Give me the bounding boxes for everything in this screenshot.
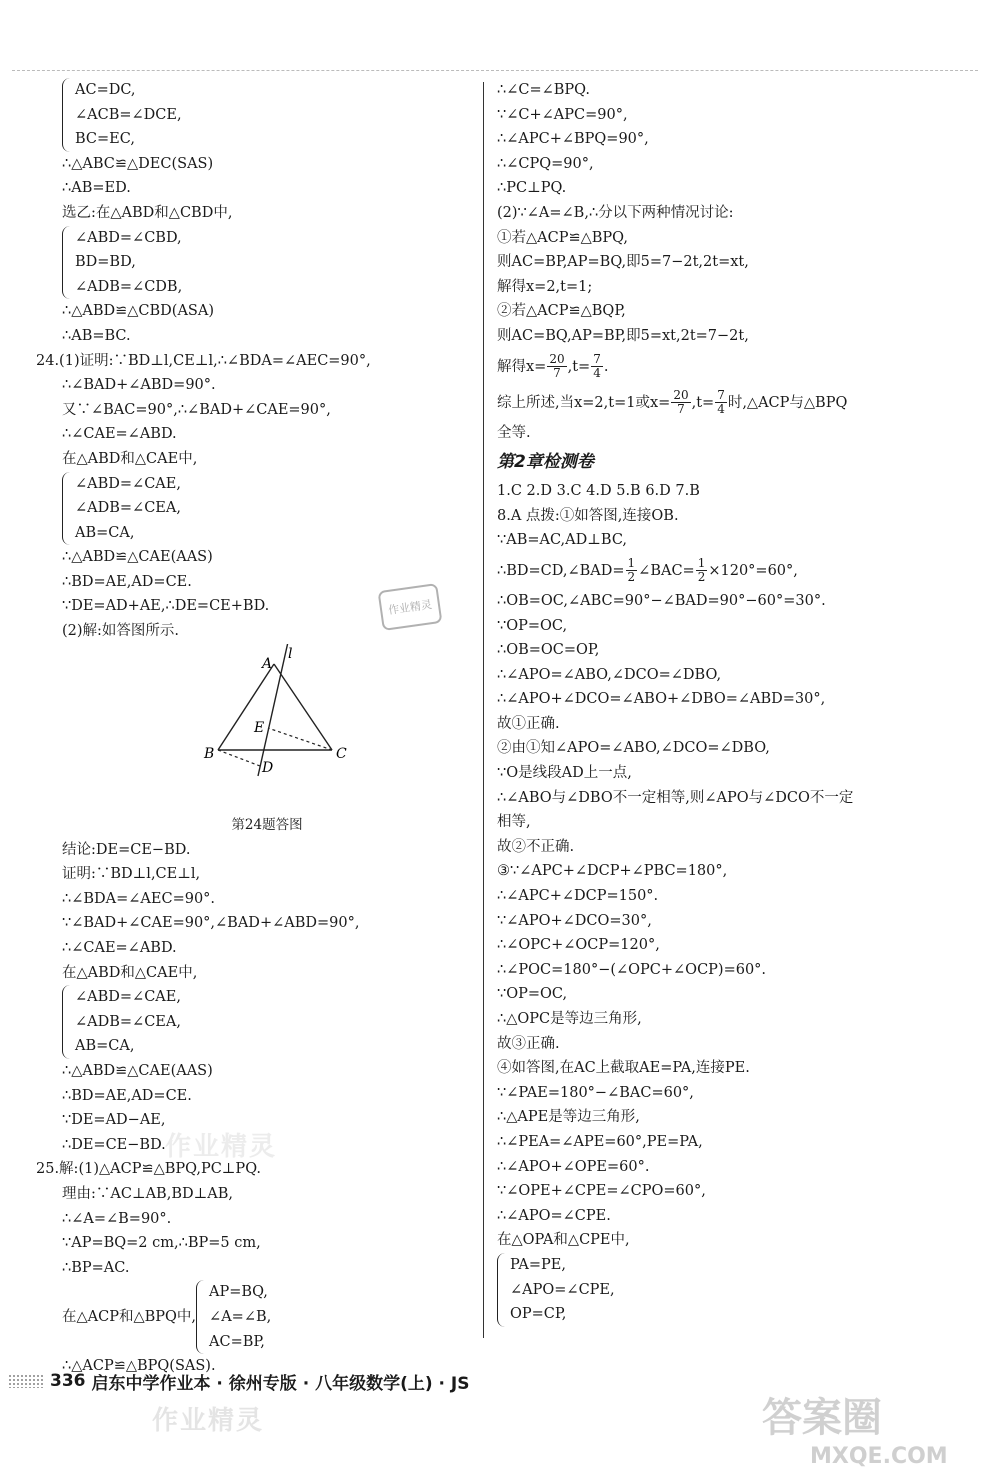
text-line: 解得x=2,t=1; bbox=[497, 278, 593, 295]
eq-line: ∠ACB=∠DCE, bbox=[75, 106, 182, 123]
text-line: ∴∠BAD+∠ABD=90°. bbox=[62, 377, 216, 394]
eq-line: ∠ADB=∠CEA, bbox=[75, 500, 181, 517]
column-divider bbox=[483, 82, 484, 1338]
text-line: (2)解:如答图所示. bbox=[62, 623, 180, 640]
text-line: ①若△ACP≌△BPQ, bbox=[497, 229, 628, 246]
text-span: ×120°=60°, bbox=[708, 562, 798, 579]
text-line: ∴∠APO=∠CPE. bbox=[497, 1207, 611, 1224]
text-line: ∴PC⊥PQ. bbox=[497, 180, 567, 197]
text-line: ∴∠CPQ=90°, bbox=[497, 155, 594, 172]
text-line: 故②不正确. bbox=[497, 838, 575, 855]
brace-system-3 bbox=[62, 472, 472, 546]
text-line: 证明:∵BD⊥l,CE⊥l, bbox=[62, 866, 201, 883]
logo-url: MXQE.COM bbox=[810, 1444, 948, 1469]
text-span: 综上所述,当x=2,t=1或x= bbox=[497, 394, 671, 411]
text-span: ,t= bbox=[567, 358, 591, 375]
text-line: ∴AB=BC. bbox=[62, 327, 131, 344]
answers-line: 1.C 2.D 3.C 4.D 5.B 6.D 7.B bbox=[497, 483, 700, 500]
question-25-line: 25.解:(1)△ACP≌△BPQ,PC⊥PQ. bbox=[36, 1161, 261, 1178]
watermark-text: 作业精灵 bbox=[152, 1406, 265, 1436]
text-line: ∴∠APC+∠BPQ=90°, bbox=[497, 131, 649, 148]
text-line: ∴△APE是等边三角形, bbox=[497, 1109, 640, 1126]
text-line: 在△ACP和△BPQ中, bbox=[62, 1308, 197, 1325]
numerator: 7 bbox=[593, 352, 601, 367]
fraction bbox=[696, 557, 708, 584]
text-line: 相等, bbox=[497, 814, 531, 831]
text-line: ∴∠BDA=∠AEC=90°. bbox=[62, 890, 216, 907]
eq-line: ∠ADB=∠CEA, bbox=[75, 1013, 181, 1030]
text-line: ∴∠OPC+∠OCP=120°, bbox=[497, 937, 660, 954]
text-line: ∴∠POC=180°−(∠OPC+∠OCP)=60°. bbox=[497, 961, 767, 978]
eq-line: BC=EC, bbox=[75, 131, 135, 148]
eq-line: PA=PE, bbox=[510, 1256, 566, 1273]
summary-line bbox=[497, 385, 967, 421]
eq-line: ∠ABD=∠CAE, bbox=[75, 989, 181, 1006]
text-line: ∴△ACP≌△BPQ(SAS). bbox=[62, 1358, 216, 1375]
text-span: 解得x= bbox=[497, 358, 547, 375]
text-line: ∴∠ABO与∠DBO不一定相等,则∠APO与∠DCO不一定 bbox=[497, 789, 854, 806]
text-span: 时,△ACP与△BPQ bbox=[727, 394, 848, 411]
text-line: ∴∠APO+∠DCO=∠ABO+∠DBO=∠ABD=30°, bbox=[497, 691, 826, 708]
text-line: (2)∵∠A=∠B,∴分以下两种情况讨论: bbox=[497, 204, 734, 221]
denominator: 7 bbox=[553, 366, 561, 381]
label-C: C bbox=[336, 745, 347, 762]
stamp-icon bbox=[375, 581, 445, 633]
text-line: ∴OB=OC=OP, bbox=[497, 642, 600, 659]
denominator: 4 bbox=[593, 366, 601, 381]
site-logo-icon bbox=[752, 1385, 992, 1469]
stamp-text: 作业精灵 bbox=[387, 597, 433, 617]
brace-system-6 bbox=[497, 1253, 967, 1327]
brace-system-4 bbox=[62, 985, 472, 1059]
fraction bbox=[591, 353, 603, 380]
solution-line bbox=[497, 349, 967, 385]
text-line: 结论:DE=CE−BD. bbox=[62, 841, 191, 858]
text-line: ∵∠PAE=180°−∠BAC=60°, bbox=[497, 1084, 694, 1101]
right-column bbox=[497, 78, 967, 1327]
brace-system-1 bbox=[62, 78, 472, 152]
text-line: ∴△OPC是等边三角形, bbox=[497, 1011, 642, 1027]
denominator: 4 bbox=[717, 402, 725, 417]
text-line: 在△ABD和△CAE中, bbox=[62, 450, 198, 467]
text-line: 理由:∵AC⊥AB,BD⊥AB, bbox=[62, 1185, 233, 1202]
chapter-heading: 第2章检测卷 bbox=[497, 452, 594, 473]
eq-line: OP=CP, bbox=[510, 1306, 567, 1323]
top-rule bbox=[12, 70, 978, 71]
text-line: ∴△ABD≌△CAE(AAS) bbox=[62, 1063, 213, 1079]
text-line: ∴∠APO+∠OPE=60°. bbox=[497, 1158, 650, 1175]
text-span: . bbox=[603, 358, 609, 375]
watermark-text: 作业精灵 bbox=[165, 1132, 278, 1162]
denominator: 7 bbox=[677, 402, 685, 417]
text-line: ④如答图,在AC上截取AE=PA,连接PE. bbox=[497, 1060, 750, 1077]
denominator: 2 bbox=[627, 570, 636, 585]
text-line: ∵DE=AD−AE, bbox=[62, 1112, 166, 1129]
label-B: B bbox=[204, 745, 215, 762]
text-line: ∵DE=AD+AE,∴DE=CE+BD. bbox=[62, 598, 270, 615]
congruence-block bbox=[62, 1280, 472, 1354]
text-line: ∴OB=OC,∠ABC=90°−∠BAD=90°−60°=30°. bbox=[497, 592, 826, 609]
text-line: ∵O是线段AD上一点, bbox=[497, 765, 632, 782]
text-line: ∴BP=AC. bbox=[62, 1259, 130, 1276]
numerator: 1 bbox=[697, 556, 706, 571]
text-line: ∴∠CAE=∠ABD. bbox=[62, 940, 177, 957]
eq-line: AC=BP, bbox=[209, 1333, 265, 1350]
text-line: ∴BD=AE,AD=CE. bbox=[62, 1087, 192, 1104]
fraction bbox=[671, 389, 690, 416]
text-line: ∵AP=BQ=2 cm,∴BP=5 cm, bbox=[62, 1235, 261, 1252]
text-line: ∴AB=ED. bbox=[62, 180, 131, 197]
question-24-line: 24.(1)证明:∵BD⊥l,CE⊥l,∴∠BDA=∠AEC=90°, bbox=[36, 352, 371, 369]
text-line: 8.A 点拨:①如答图,连接OB. bbox=[497, 507, 679, 524]
logo-text: 答案圈 bbox=[762, 1395, 882, 1441]
numerator: 20 bbox=[673, 388, 689, 403]
figure-24 bbox=[62, 644, 472, 812]
text-line: ∵AB=AC,AD⊥BC, bbox=[497, 532, 628, 549]
text-line: ∵∠C+∠APC=90°, bbox=[497, 106, 628, 123]
text-line: 则AC=BQ,AP=BP,即5=xt,2t=7−2t, bbox=[497, 327, 749, 344]
fraction bbox=[715, 389, 727, 416]
triangle-diagram bbox=[192, 644, 352, 812]
numerator: 1 bbox=[627, 556, 636, 571]
text-line: ∵∠BAD+∠CAE=90°,∠BAD+∠ABD=90°, bbox=[62, 915, 360, 932]
text-line: 全等. bbox=[497, 424, 531, 441]
page-number: 336 bbox=[50, 1371, 86, 1391]
text-line: ∴∠A=∠B=90°. bbox=[62, 1210, 172, 1227]
text-span: ,t= bbox=[691, 394, 715, 411]
text-line: ③∵∠APC+∠DCP+∠PBC=180°, bbox=[497, 863, 728, 880]
dot-pattern-icon bbox=[8, 1374, 44, 1388]
text-line: ∵∠APO+∠DCO=30°, bbox=[497, 912, 652, 929]
denominator: 2 bbox=[697, 570, 706, 585]
text-line: ②若△ACP≌△BQP, bbox=[497, 303, 626, 320]
text-span: ∴BD=CD,∠BAD= bbox=[497, 562, 625, 579]
eq-line: AB=CA, bbox=[75, 524, 135, 541]
text-line: ∵OP=OC, bbox=[497, 617, 568, 634]
eq-line: BD=BD, bbox=[75, 254, 136, 271]
text-line: ∴DE=CE−BD. bbox=[62, 1136, 166, 1153]
text-line: ∴∠PEA=∠APE=60°,PE=PA, bbox=[497, 1133, 703, 1150]
eq-line: ∠APO=∠CPE, bbox=[510, 1281, 615, 1298]
fraction-line bbox=[497, 553, 967, 589]
text-line: ∴△ABD≌△CAE(AAS) bbox=[62, 549, 213, 566]
label-l: l bbox=[288, 645, 293, 662]
book-title: 启东中学作业本 · 徐州专版 · 八年级数学(上) · JS bbox=[91, 1373, 470, 1394]
text-line: ∴∠APC+∠DCP=150°. bbox=[497, 888, 659, 905]
page-footer bbox=[8, 1368, 470, 1394]
eq-line: ∠A=∠B, bbox=[209, 1308, 272, 1325]
text-line: 则AC=BP,AP=BQ,即5=7−2t,2t=xt, bbox=[497, 254, 749, 271]
numerator: 7 bbox=[717, 388, 725, 403]
eq-line: ∠ADB=∠CDB, bbox=[75, 278, 183, 295]
text-line: 故①正确. bbox=[497, 715, 560, 732]
text-line: ∴∠APO=∠ABO,∠DCO=∠DBO, bbox=[497, 666, 722, 683]
text-line: 选乙:在△ABD和△CBD中, bbox=[62, 204, 233, 221]
text-line: ②由①知∠APO=∠ABO,∠DCO=∠DBO, bbox=[497, 740, 770, 757]
text-line: ∵∠OPE+∠CPE=∠CPO=60°, bbox=[497, 1183, 706, 1200]
brace-system-2 bbox=[62, 226, 472, 300]
text-line: ∴BD=AE,AD=CE. bbox=[62, 573, 192, 590]
figure-caption: 第24题答图 bbox=[231, 816, 303, 833]
text-line: ∴∠CAE=∠ABD. bbox=[62, 426, 177, 443]
fraction bbox=[626, 557, 638, 584]
text-line: 故③正确. bbox=[497, 1035, 560, 1052]
eq-line: AB=CA, bbox=[75, 1038, 135, 1055]
text-line: ∴∠C=∠BPQ. bbox=[497, 82, 590, 98]
left-column bbox=[36, 78, 472, 1379]
label-E: E bbox=[254, 719, 265, 736]
eq-line: ∠ABD=∠CBD, bbox=[75, 229, 182, 246]
text-line: ∵OP=OC, bbox=[497, 986, 568, 1003]
text-span: ∠BAC= bbox=[638, 562, 695, 579]
text-line: 又∵∠BAC=90°,∴∠BAD+∠CAE=90°, bbox=[62, 401, 331, 418]
eq-line: AC=DC, bbox=[75, 82, 136, 98]
text-line: ∴△ABD≌△CBD(ASA) bbox=[62, 303, 214, 320]
text-line: ∴△ABC≌△DEC(SAS) bbox=[62, 155, 214, 172]
text-line: 在△OPA和△CPE中, bbox=[497, 1232, 630, 1249]
label-A: A bbox=[262, 655, 273, 672]
brace-system-5 bbox=[196, 1280, 271, 1354]
eq-line: AP=BQ, bbox=[209, 1284, 268, 1301]
fraction bbox=[547, 353, 566, 380]
numerator: 20 bbox=[549, 352, 565, 367]
text-line: 在△ABD和△CAE中, bbox=[62, 964, 198, 981]
eq-line: ∠ABD=∠CAE, bbox=[75, 475, 181, 492]
label-D: D bbox=[262, 759, 274, 776]
